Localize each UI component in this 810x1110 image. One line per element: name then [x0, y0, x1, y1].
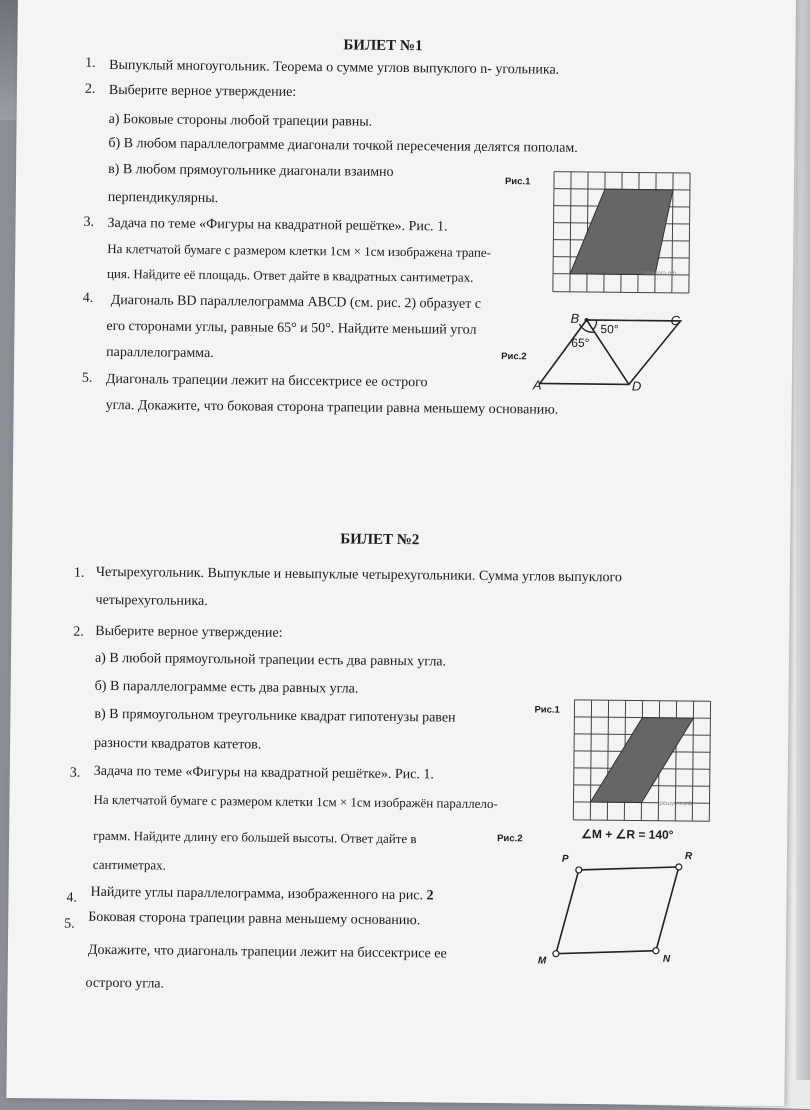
t2-question-5-line1: Боковая сторона трапеции равна меньшему основанию. — [88, 911, 420, 928]
t1-num-4: 4. — [83, 292, 94, 306]
t2-question-5-line3: острого угла. — [86, 977, 165, 992]
t1-question-4-line2: его сторонами углы, равные 65° и 50°. Найдите меньший угол — [106, 320, 476, 338]
t2-question-5-line2: Докажите, что диагональ трапеции лежит на биссектрисе ее — [88, 944, 447, 962]
t1-question-5-line1: Диагональ трапеции лежит на биссектрисе ее острого — [106, 373, 428, 390]
t1-option-b: б) В любом параллелограмме диагонали точкой пересечения делятся пополам. — [108, 137, 578, 156]
t2-question-3-line2: На клетчатой бумаге с размером клетки 1см × 1см изображён параллело- — [93, 793, 497, 810]
t2-question-3-line3: грамм. Найдите длину его большей высоты. Ответ дайте в — [93, 829, 417, 845]
t1-num-3: 3. — [83, 216, 94, 230]
t2-num-1: 1. — [74, 567, 85, 581]
t2-num-4: 4. — [66, 892, 77, 906]
t1-fig2-vertex-A: A — [533, 378, 542, 391]
paper-sheet — [6, 0, 796, 1106]
t2-num-5: 5. — [64, 918, 75, 932]
t1-option-c-line2: перпендикулярны. — [108, 191, 218, 206]
t1-option-a: а) Боковые стороны любой трапеции равны. — [109, 113, 373, 130]
t1-fig1-label: Рис.1 — [505, 176, 531, 187]
t2-option-c-line1: в) В прямоугольном треугольнике квадрат гипотенузы равен — [94, 708, 455, 726]
t1-num-1: 1. — [85, 57, 96, 71]
t2-fig1-label: Рис.1 — [534, 704, 560, 715]
t1-fig2-angle-65: 65° — [571, 337, 589, 349]
t1-option-c-line1: в) В любом прямоугольнике диагонали взаимно — [108, 163, 394, 180]
ticket2-title: БИЛЕТ №2 — [340, 532, 419, 548]
t2-fig2-formula: ∠M + ∠R = 140° — [581, 828, 673, 841]
t1-question-3-line3: ция. Найдите её площадь. Ответ дайте в квадратных сантиметрах. — [107, 267, 474, 284]
t2-option-a: а) В любой прямоугольной трапеции есть два равных угла. — [95, 652, 446, 670]
t1-fig2-label: Рис.2 — [501, 351, 527, 362]
t1-question-1: Выпуклый многоугольник. Теорема о сумме углов выпуклого n- угольника. — [109, 59, 559, 78]
t2-fig1-shape — [591, 717, 694, 803]
t2-question-3: Задача по теме «Фигуры на квадратной решётке». Рис. 1. — [94, 765, 434, 783]
t1-fig1-shape — [570, 189, 673, 275]
t2-question-4 — [90, 886, 433, 904]
t1-question-3-line2: На клетчатой бумаге с размером клетки 1см × 1см изображена трапе- — [107, 242, 491, 259]
t2-fig2-parallelogram — [548, 858, 699, 970]
t1-question-5-line2: угла. Докажите, что боковая сторона трапеции равна меньшему основанию. — [106, 399, 559, 418]
paper-stack-edge — [796, 0, 810, 1080]
t2-fig2-vertex-M: M — [538, 956, 546, 966]
t2-option-c-line2: разности квадратов катетов. — [94, 737, 261, 753]
t1-fig1-grid — [553, 172, 690, 297]
t2-question-1-line2: четырехугольника. — [96, 594, 208, 609]
t1-fig2-vertex-B: B — [571, 312, 580, 325]
t2-num-2: 2. — [73, 626, 84, 640]
t2-question-2: Выберите верное утверждение: — [95, 625, 282, 641]
t1-fig2-vertex-D: D — [632, 379, 642, 392]
t2-option-b: б) В параллелограмме есть два равных угла. — [95, 680, 359, 697]
t1-question-2: Выберите верное утверждение: — [109, 84, 296, 100]
t2-question-3-line4: сантиметрах. — [93, 858, 166, 872]
t1-fig2-angle-50: 50° — [600, 323, 618, 335]
t2-fig2-vertex-P: P — [562, 855, 569, 865]
t2-question-4-figure-number: 2 — [426, 888, 433, 903]
t1-num-2: 2. — [85, 83, 96, 97]
t2-fig1-watermark: решуогэ.рф — [659, 801, 692, 807]
t2-fig2-vertex-N: N — [663, 955, 670, 965]
t1-num-5: 5. — [82, 372, 93, 386]
t2-num-3: 3. — [70, 767, 81, 781]
t1-question-3: Задача по теме «Фигуры на квадратной решётке». Рис. 1. — [107, 217, 447, 235]
ticket1-title: БИЛЕТ №1 — [343, 38, 422, 54]
t2-question-1-line1: Четырехугольник. Выпуклые и невыпуклые четырехугольники. Сумма углов выпуклого — [96, 566, 622, 586]
t2-fig2-vertex-R: R — [685, 852, 692, 862]
t1-fig1-watermark: решуогэ.рф — [643, 271, 676, 277]
t1-question-4-line3: параллелограмма. — [106, 346, 214, 361]
t1-fig2-vertex-C: C — [670, 314, 680, 327]
t1-question-4-line1: Диагональ BD параллелограмма ABCD (см. рис. 2) образует с — [111, 294, 481, 312]
t2-question-4-text: Найдите углы параллелограмма, изображенного на рис. — [90, 885, 423, 903]
t2-fig2-label: Рис.2 — [497, 833, 523, 844]
